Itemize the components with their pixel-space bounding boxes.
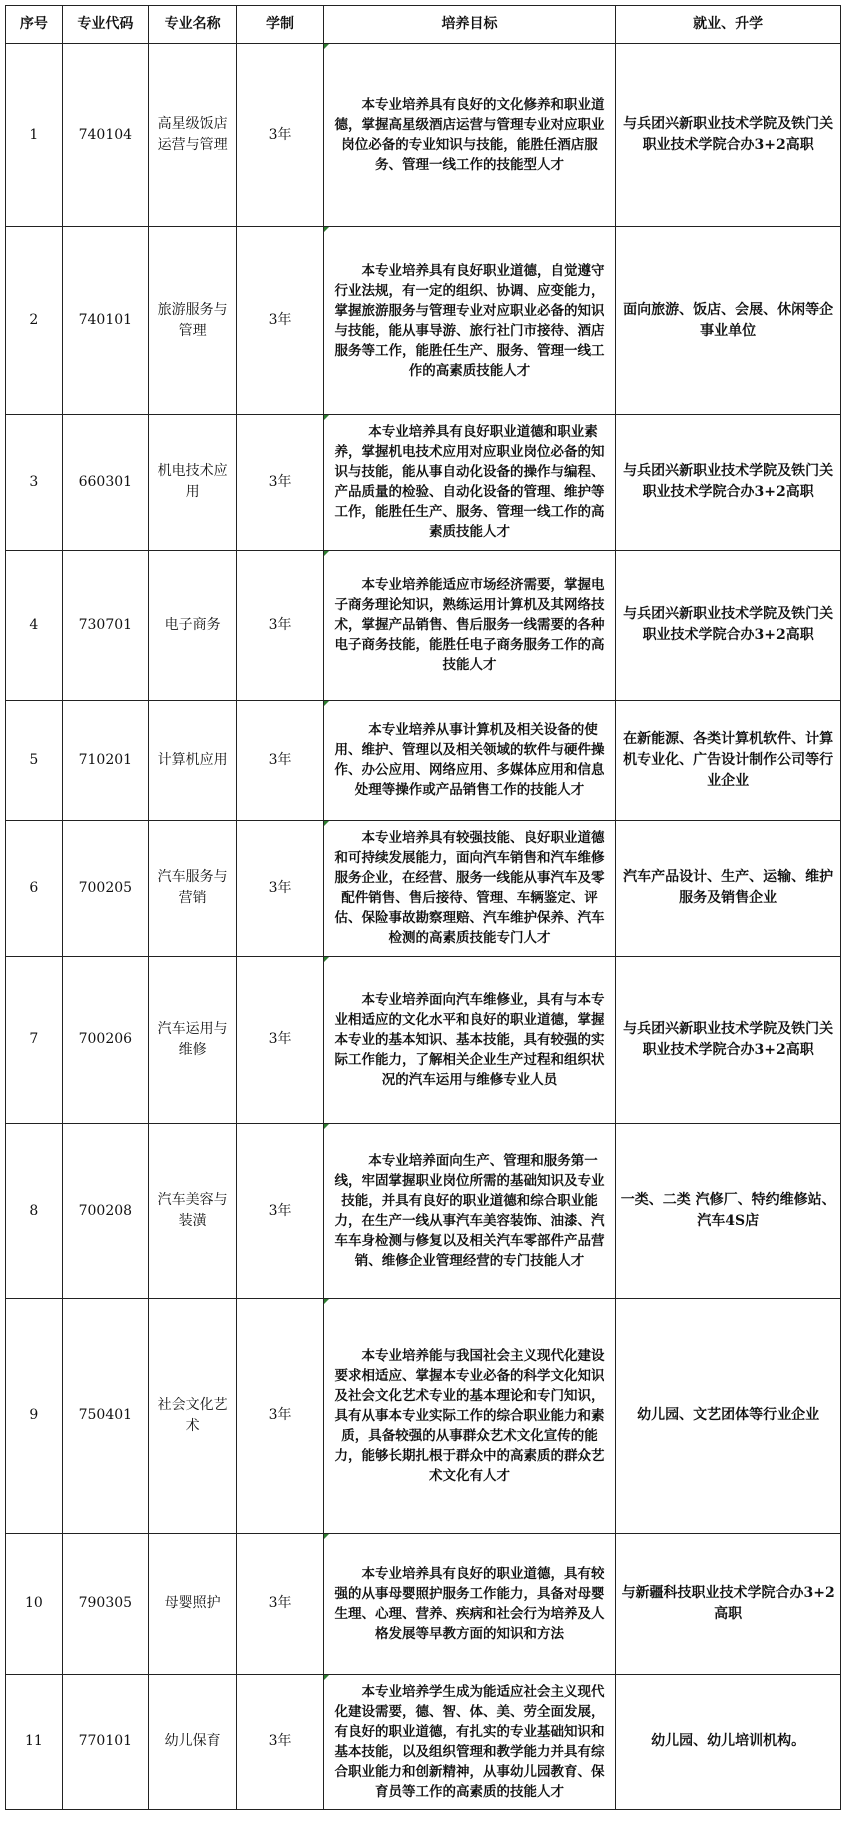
training-goal-text: 本专业培养具有良好职业道德，自觉遵守行业法规，有一定的组织、协调、应变能力，掌握旅游服务与管理专业对应职业必备的知识与技能，能从事导游、旅行社门市接待、酒店服务等工作，能胜任生产、服务、管理一线工作的高素质技能人才	[334, 262, 605, 379]
major-code: 750401	[62, 1298, 148, 1533]
employment-destination: 在新能源、各类计算机软件、计算机专业化、广告设计制作公司等行业企业	[616, 700, 841, 821]
major-name: 旅游服务与管理	[148, 227, 236, 415]
employment-destination: 与兵团兴新职业技术学院及铁门关职业技术学院合办3+2高职	[616, 44, 841, 227]
training-goal	[323, 956, 616, 1124]
header-dest: 就业、升学	[616, 6, 841, 44]
training-goal-text: 本专业培养具有良好职业道德和职业素养，掌握机电技术应用对应职业岗位必备的知识与技能，能从事自动化设备的操作与编程、产品质量的检验、自动化设备的管理、维护等工作，能胜任生产、服务、管理一线工作的高素质技能人才	[334, 424, 605, 541]
row-number: 4	[6, 550, 63, 700]
major-name: 汽车美容与装潢	[148, 1124, 236, 1298]
employment-destination: 与兵团兴新职业技术学院及铁门关职业技术学院合办3+2高职	[616, 415, 841, 550]
employment-destination: 幼儿园、幼儿培训机构。	[616, 1674, 841, 1809]
study-years: 3年	[237, 821, 323, 956]
major-code: 700205	[62, 821, 148, 956]
cell-marker	[324, 821, 329, 826]
row-number: 7	[6, 956, 63, 1124]
table-row	[6, 550, 841, 700]
study-years: 3年	[237, 956, 323, 1124]
study-years: 3年	[237, 1674, 323, 1809]
majors-table	[5, 5, 841, 1810]
cell-marker	[324, 415, 329, 420]
major-name: 电子商务	[148, 550, 236, 700]
major-name: 母婴照护	[148, 1533, 236, 1674]
study-years: 3年	[237, 1298, 323, 1533]
major-code: 700208	[62, 1124, 148, 1298]
study-years: 3年	[237, 550, 323, 700]
major-name: 机电技术应用	[148, 415, 236, 550]
major-name: 汽车运用与维修	[148, 956, 236, 1124]
major-code: 730701	[62, 550, 148, 700]
major-name: 计算机应用	[148, 700, 236, 821]
cell-marker	[324, 44, 329, 49]
cell-marker	[324, 1124, 329, 1129]
training-goal	[323, 1674, 616, 1809]
training-goal	[323, 1533, 616, 1674]
row-number: 5	[6, 700, 63, 821]
major-code: 770101	[62, 1674, 148, 1809]
employment-destination: 与兵团兴新职业技术学院及铁门关职业技术学院合办3+2高职	[616, 956, 841, 1124]
training-goal	[323, 821, 616, 956]
study-years: 3年	[237, 700, 323, 821]
cell-marker	[324, 1534, 329, 1539]
training-goal-text: 本专业培养具有较强技能、良好职业道德和可持续发展能力，面向汽车销售和汽车维修服务企业，在经营、服务一线能从事汽车及零配件销售、售后接待、管理、车辆鉴定、评估、保险事故勘察理赔、汽车维护保养、汽车检测的高素质技能专门人才	[334, 830, 605, 947]
employment-destination: 与新疆科技职业技术学院合办3+2高职	[616, 1533, 841, 1674]
cell-marker	[324, 551, 329, 556]
training-goal	[323, 415, 616, 550]
training-goal-text: 本专业培养学生成为能适应社会主义现代化建设需要，德、智、体、美、劳全面发展，有良好的职业道德，有扎实的专业基础知识和基本技能，以及组织管理和教学能力并具有综合职业能力和创新精神，从事幼儿园教育、保育员等工作的高素质的技能人才	[334, 1683, 605, 1800]
header-years: 学制	[237, 6, 323, 44]
cell-marker	[324, 957, 329, 962]
training-goal-text: 本专业培养具有良好的文化修养和职业道德，掌握高星级酒店运营与管理专业对应职业岗位必备的专业知识与技能，能胜任酒店服务、管理一线工作的技能型人才	[334, 97, 605, 174]
row-number: 6	[6, 821, 63, 956]
training-goal-text: 本专业培养面向生产、管理和服务第一线，牢固掌握职业岗位所需的基础知识及专业技能，并具有良好的职业道德和综合职业能力，在生产一线从事汽车美容装饰、油漆、汽车车身检测与修复以及相关汽车零部件产品营销、维修企业管理经营的专门技能人才	[334, 1153, 605, 1270]
table-row	[6, 821, 841, 956]
table-row	[6, 1533, 841, 1674]
major-name: 社会文化艺术	[148, 1298, 236, 1533]
table-row	[6, 44, 841, 227]
major-code: 710201	[62, 700, 148, 821]
major-code: 700206	[62, 956, 148, 1124]
study-years: 3年	[237, 227, 323, 415]
training-goal	[323, 44, 616, 227]
training-goal-text: 本专业培养从事计算机及相关设备的使用、维护、管理以及相关领域的软件与硬件操作、办公应用、网络应用、多媒体应用和信息处理等操作或产品销售工作的技能人才	[334, 722, 605, 799]
table-row	[6, 415, 841, 550]
training-goal	[323, 1124, 616, 1298]
major-name: 幼儿保育	[148, 1674, 236, 1809]
major-name: 高星级饭店运营与管理	[148, 44, 236, 227]
header-code: 专业代码	[62, 6, 148, 44]
header-goal: 培养目标	[323, 6, 616, 44]
training-goal	[323, 1298, 616, 1533]
cell-marker	[324, 227, 329, 232]
employment-destination: 一类、二类 汽修厂、特约维修站、汽车4S店	[616, 1124, 841, 1298]
cell-marker	[324, 1675, 329, 1680]
training-goal-text: 本专业培养能与我国社会主义现代化建设要求相适应、掌握本专业必备的科学文化知识及社会文化艺术专业的基本理论和专门知识，具有从事本专业实际工作的综合职业能力和素质，具备较强的从事群众艺术文化宣传的能力，能够长期扎根于群众中的高素质的群众艺术文化有人才	[334, 1347, 605, 1484]
row-number: 11	[6, 1674, 63, 1809]
major-code: 660301	[62, 415, 148, 550]
training-goal-text: 本专业培养具有良好的职业道德，具有较强的从事母婴照护服务工作能力，具备对母婴生理、心理、营养、疾病和社会行为培养及人格发展等早教方面的知识和方法	[334, 1565, 605, 1642]
training-goal	[323, 227, 616, 415]
row-number: 3	[6, 415, 63, 550]
header-no: 序号	[6, 6, 63, 44]
study-years: 3年	[237, 1124, 323, 1298]
cell-marker	[324, 1299, 329, 1304]
cell-marker	[324, 701, 329, 706]
major-name: 汽车服务与营销	[148, 821, 236, 956]
employment-destination: 幼儿园、文艺团体等行业企业	[616, 1298, 841, 1533]
study-years: 3年	[237, 1533, 323, 1674]
row-number: 2	[6, 227, 63, 415]
major-code: 790305	[62, 1533, 148, 1674]
row-number: 8	[6, 1124, 63, 1298]
training-goal	[323, 700, 616, 821]
header-row	[6, 6, 841, 44]
table-row	[6, 1124, 841, 1298]
row-number: 9	[6, 1298, 63, 1533]
training-goal-text: 本专业培养能适应市场经济需要，掌握电子商务理论知识，熟练运用计算机及其网络技术，掌握产品销售、售后服务一线需要的各种电子商务技能，能胜任电子商务服务工作的高技能人才	[334, 577, 605, 674]
header-name: 专业名称	[148, 6, 236, 44]
table-row	[6, 1298, 841, 1533]
major-code: 740101	[62, 227, 148, 415]
employment-destination: 与兵团兴新职业技术学院及铁门关职业技术学院合办3+2高职	[616, 550, 841, 700]
training-goal-text: 本专业培养面向汽车维修业，具有与本专业相适应的文化水平和良好的职业道德，掌握本专业的基本知识、基本技能，具有较强的实际工作能力，了解相关企业生产过程和组织状况的汽车运用与维修专业人员	[334, 991, 605, 1088]
table-row	[6, 956, 841, 1124]
training-goal	[323, 550, 616, 700]
study-years: 3年	[237, 415, 323, 550]
table-row	[6, 700, 841, 821]
study-years: 3年	[237, 44, 323, 227]
row-number: 1	[6, 44, 63, 227]
employment-destination: 汽车产品设计、生产、运输、维护服务及销售企业	[616, 821, 841, 956]
employment-destination: 面向旅游、饭店、会展、休闲等企事业单位	[616, 227, 841, 415]
row-number: 10	[6, 1533, 63, 1674]
table-row	[6, 227, 841, 415]
major-code: 740104	[62, 44, 148, 227]
table-row	[6, 1674, 841, 1809]
